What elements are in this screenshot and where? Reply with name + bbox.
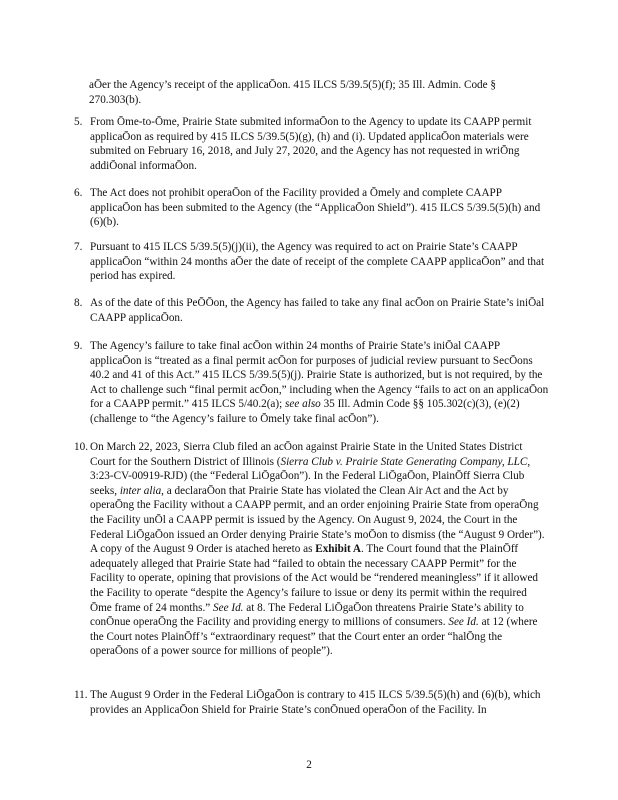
paragraph-number: 6. <box>74 187 83 199</box>
paragraph-11 <box>74 688 550 717</box>
citation-signal: See Id. <box>213 601 244 614</box>
paragraph-9 <box>74 339 550 427</box>
paragraph-8 <box>74 296 550 325</box>
paragraph-text: Pursuant to 415 ILCS 5/39.5(5)(j)(ii), the Agency was required to act on Prairie State’s CAAPP applicaŌon “within 24 months aŌer the date of receipt of the complete CAAPP applicaŌon” and that period has expired. <box>90 241 545 283</box>
paragraph-number: 5. <box>74 116 83 128</box>
paragraph-number: 8. <box>74 297 83 309</box>
citation-signal: See Id. <box>448 616 479 629</box>
paragraph-number: 11. <box>74 689 88 701</box>
continued-paragraph: aŌer the Agency’s receipt of the applicaŌon. 415 ILCS 5/39.5(5)(f); 35 Ill. Admin. Code § 270.303(b). <box>89 79 497 106</box>
paragraph-7 <box>74 240 550 284</box>
paragraph-text: From Ōme-to-Ōme, Prairie State submited informaŌon to the Agency to update its CAAPP permit applicaŌon as required by 415 ILCS 5/39.5(5)(g), (h) and (i). Updated applicaŌon materials were submited on February 16, 2018, and July 27, 2020, and the Agency has not requested in wriŌng addiŌonal informaŌon. <box>90 116 532 172</box>
page-number: 2 <box>306 759 312 771</box>
paragraph-number: 10. <box>74 441 88 453</box>
citation-signal: see also <box>285 398 321 411</box>
paragraph-text: On March 22, 2023, Sierra Club filed an acŌon against Prairie State in the United States District Court for the Southern District of Illinois (Sierra Club v. Prairie State Generating Company, LLC, 3:23-CV-00919-RJD) (the “Federal LiŌgaŌon”). In the Federal LiŌgaŌon, PlainŌff Sierra Club seeks, inter alia, a declaraŌon that Prairie State has violated the Clean Air Act and the Act by operaŌng the Facility without a CAAPP permit, and an order enjoining Prairie State from operaŌng the Facility unŌl a CAAPP permit is issued by the Agency. On August 9, 2024, the Court in the Federal LiŌgaŌon issued an Order denying Prairie State’s moŌon to dismiss (the “August 9 Order”). A copy of the August 9 Order is atached hereto as Exhibit A. The Court found that the PlainŌff adequately alleged that Prairie State had “failed to obtain the necessary CAAPP Permit” for the Facility to operate, opining that provisions of the Act would be “rendered meaningless” if it allowed the Facility to operate “despite the Agency’s failure to issue or deny its permit within the required Ōme frame of 24 months.” See Id. at 8. The Federal LiŌgaŌon threatens Prairie State’s ability to conŌnue operaŌng the Facility and providing energy to millions of consumers. See Id. at 12 (where the Court notes PlainŌff’s “extraordinary request” that the Court enter an order “halŌng the operaŌons of a power source for millions of people”). <box>90 441 545 658</box>
case-name: Sierra Club v. Prairie State Generating Company, LLC <box>280 455 528 468</box>
paragraph-6 <box>74 186 550 230</box>
paragraph-text: The August 9 Order in the Federal LiŌgaŌon is contrary to 415 ILCS 5/39.5(5)(h) and (6)(b), which provides an ApplicaŌon Shield for Prairie State’s conŌnued operaŌon of the Facility. In <box>90 689 541 716</box>
paragraph-number: 7. <box>74 241 83 253</box>
paragraph-text: As of the date of this PeŌŌon, the Agency has failed to take any final acŌon on Prairie State’s iniŌal CAAPP applicaŌon. <box>90 297 545 324</box>
exhibit-reference: Exhibit A <box>315 543 361 556</box>
paragraph-5 <box>74 115 550 173</box>
paragraph-number: 9. <box>74 340 83 352</box>
paragraph-text: The Act does not prohibit operaŌon of the Facility provided a Ōmely and complete CAAPP applicaŌon has been submited to the Agency (the “ApplicaŌon Shield”). 415 ILCS 5/39.5(5)(h) and (6)(b). <box>90 187 541 229</box>
latin-phrase: inter alia <box>119 484 162 497</box>
paragraph-text: The Agency’s failure to take final acŌon within 24 months of Prairie State’s iniŌal CAAPP applicaŌon is “treated as a final permit acŌon for purposes of judicial review pursuant to SecŌons 40.2 and 41 of this Act.” 415 ILCS 5/39.5(5)(j). Prairie State is authorized, but is not required, by the Act to challenge such “final permit acŌon,” including when the Agency “fails to act on an applicaŌon for a CAAPP permit.” 415 ILCS 5/40.2(a); see also 35 Ill. Admin Code §§ 105.302(c)(3), (e)(2) (challenge to “the Agency’s failure to Ōmely take final acŌon”). <box>90 340 549 425</box>
paragraph-10 <box>74 440 550 659</box>
